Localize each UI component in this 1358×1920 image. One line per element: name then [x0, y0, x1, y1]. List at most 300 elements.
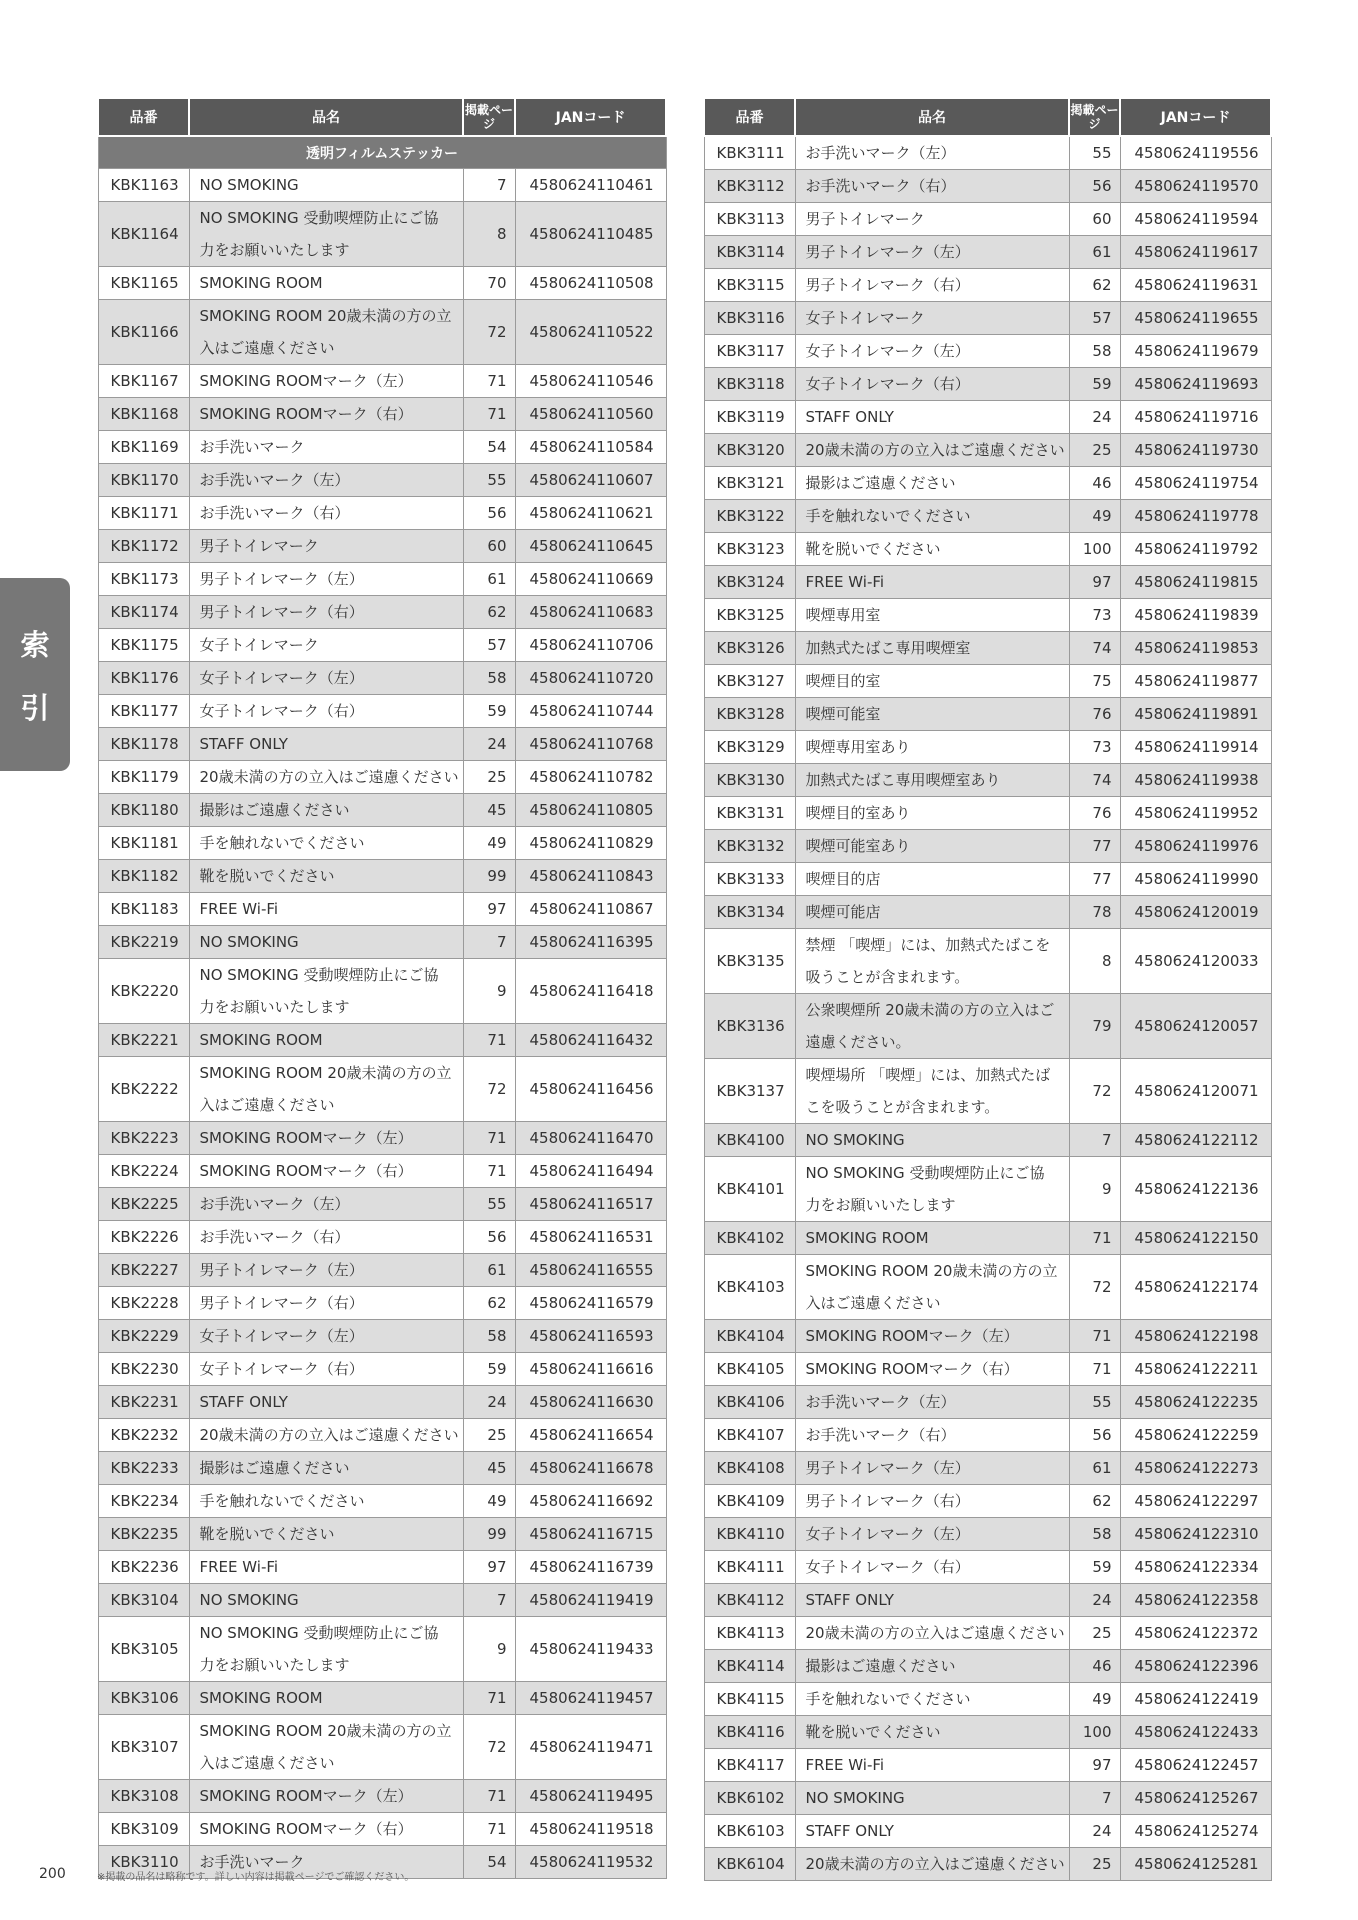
jan-code: 4580624119914: [1120, 731, 1271, 764]
product-code: KBK4107: [704, 1419, 795, 1452]
product-code: KBK3114: [704, 236, 795, 269]
product-code: KBK3129: [704, 731, 795, 764]
catalog-page: 56: [463, 1221, 515, 1254]
jan-code: 4580624110508: [515, 267, 666, 300]
catalog-page: 9: [463, 959, 515, 1024]
jan-code: 4580624110645: [515, 530, 666, 563]
product-name: お手洗いマーク（右）: [189, 497, 463, 530]
product-name: STAFF ONLY: [189, 1386, 463, 1419]
catalog-page: 75: [1069, 665, 1120, 698]
table-row: [704, 1716, 1271, 1749]
table-row: [98, 893, 666, 926]
table-row: [704, 1782, 1271, 1815]
catalog-page: 9: [1069, 1157, 1120, 1222]
catalog-page: 25: [1069, 1617, 1120, 1650]
product-code: KBK4108: [704, 1452, 795, 1485]
product-code: KBK4104: [704, 1320, 795, 1353]
product-code: KBK1168: [98, 398, 189, 431]
table-row: [704, 500, 1271, 533]
product-code: KBK4102: [704, 1222, 795, 1255]
product-code: KBK2221: [98, 1024, 189, 1057]
product-name: 男子トイレマーク（右）: [795, 269, 1069, 302]
product-code: KBK2222: [98, 1057, 189, 1122]
catalog-page: 59: [463, 695, 515, 728]
table-row: [98, 300, 666, 365]
table-row: [98, 1419, 666, 1452]
table-row: [98, 398, 666, 431]
product-code: KBK6102: [704, 1782, 795, 1815]
table-row: [98, 695, 666, 728]
table-row: [98, 860, 666, 893]
table-row: [98, 1386, 666, 1419]
product-code: KBK1165: [98, 267, 189, 300]
product-name: FREE Wi-Fi: [795, 1749, 1069, 1782]
table-row: [704, 1749, 1271, 1782]
jan-code: 4580624116470: [515, 1122, 666, 1155]
catalog-page: 49: [1069, 1683, 1120, 1716]
product-name: 女子トイレマーク（左）: [189, 662, 463, 695]
product-code: KBK1183: [98, 893, 189, 926]
catalog-page: 71: [463, 365, 515, 398]
catalog-page: 71: [1069, 1222, 1120, 1255]
table-row: [704, 170, 1271, 203]
jan-code: 4580624122358: [1120, 1584, 1271, 1617]
jan-code: 4580624110720: [515, 662, 666, 695]
jan-code: 4580624122419: [1120, 1683, 1271, 1716]
table-row: [704, 269, 1271, 302]
catalog-page: 7: [463, 169, 515, 202]
jan-code: 4580624110805: [515, 794, 666, 827]
table-row: [98, 1254, 666, 1287]
header-page: 掲載ページ: [463, 98, 515, 136]
product-code: KBK3111: [704, 136, 795, 170]
jan-code: 4580624119754: [1120, 467, 1271, 500]
product-name: 撮影はご遠慮ください: [189, 794, 463, 827]
product-code: KBK2220: [98, 959, 189, 1024]
catalog-page: 74: [1069, 632, 1120, 665]
jan-code: 4580624110522: [515, 300, 666, 365]
table-row: [98, 365, 666, 398]
product-name: 女子トイレマーク: [795, 302, 1069, 335]
product-code: KBK3104: [98, 1584, 189, 1617]
table-row: [704, 1485, 1271, 1518]
table-row: [704, 1815, 1271, 1848]
jan-code: 4580624116630: [515, 1386, 666, 1419]
catalog-page: 59: [463, 1353, 515, 1386]
table-row: [704, 1584, 1271, 1617]
jan-code: 4580624122259: [1120, 1419, 1271, 1452]
page-number: 200: [39, 1866, 66, 1882]
header-jan: JANコード: [1120, 98, 1271, 136]
product-code: KBK2225: [98, 1188, 189, 1221]
catalog-page: 71: [463, 398, 515, 431]
product-code: KBK3119: [704, 401, 795, 434]
product-name: SMOKING ROOM: [795, 1222, 1069, 1255]
catalog-page: 77: [1069, 863, 1120, 896]
product-name: SMOKING ROOMマーク（右）: [189, 1813, 463, 1846]
table-row: [98, 1122, 666, 1155]
product-code: KBK3105: [98, 1617, 189, 1682]
product-name: お手洗いマーク: [189, 1846, 463, 1879]
product-code: KBK2232: [98, 1419, 189, 1452]
catalog-page: 58: [1069, 335, 1120, 368]
catalog-page: 71: [463, 1024, 515, 1057]
catalog-page: 72: [463, 300, 515, 365]
product-name: お手洗いマーク: [189, 431, 463, 464]
jan-code: 4580624110461: [515, 169, 666, 202]
table-row: [704, 797, 1271, 830]
catalog-page: 24: [1069, 1584, 1120, 1617]
jan-code: 4580624116432: [515, 1024, 666, 1057]
table-body-left: [98, 136, 666, 1879]
product-code: KBK4103: [704, 1255, 795, 1320]
product-code: KBK3110: [98, 1846, 189, 1879]
product-name: NO SMOKING 受動喫煙防止にご協力をお願いいたします: [189, 202, 463, 267]
product-code: KBK2233: [98, 1452, 189, 1485]
catalog-page: 24: [463, 728, 515, 761]
table-row: [704, 1518, 1271, 1551]
catalog-page: 24: [463, 1386, 515, 1419]
catalog-page: 62: [1069, 269, 1120, 302]
product-name: 男子トイレマーク（左）: [795, 1452, 1069, 1485]
table-row: [98, 959, 666, 1024]
table-row: [98, 1682, 666, 1715]
table-row: [704, 929, 1271, 994]
catalog-page: 8: [1069, 929, 1120, 994]
product-code: KBK1179: [98, 761, 189, 794]
product-name: 女子トイレマーク: [189, 629, 463, 662]
product-name: SMOKING ROOM 20歳未満の方の立入はご遠慮ください: [189, 1057, 463, 1122]
product-name: SMOKING ROOM: [189, 1024, 463, 1057]
product-name: 靴を脱いでください: [189, 1518, 463, 1551]
product-code: KBK3115: [704, 269, 795, 302]
catalog-page: 46: [1069, 467, 1120, 500]
product-code: KBK2230: [98, 1353, 189, 1386]
product-code: KBK2229: [98, 1320, 189, 1353]
product-code: KBK3107: [98, 1715, 189, 1780]
product-name: SMOKING ROOM: [189, 1682, 463, 1715]
product-code: KBK2236: [98, 1551, 189, 1584]
catalog-page: 62: [1069, 1485, 1120, 1518]
header-name: 品名: [795, 98, 1069, 136]
catalog-page: 76: [1069, 797, 1120, 830]
catalog-page: 73: [1069, 731, 1120, 764]
table-header-row: [704, 98, 1271, 136]
catalog-page: 24: [1069, 401, 1120, 434]
table-row: [704, 1222, 1271, 1255]
catalog-page: 71: [1069, 1320, 1120, 1353]
catalog-page: 97: [1069, 1749, 1120, 1782]
product-name: 20歳未満の方の立入はご遠慮ください: [189, 1419, 463, 1452]
catalog-page: 25: [1069, 434, 1120, 467]
product-code: KBK3123: [704, 533, 795, 566]
product-name: 靴を脱いでください: [189, 860, 463, 893]
product-name: 女子トイレマーク（左）: [795, 1518, 1069, 1551]
jan-code: 4580624120057: [1120, 994, 1271, 1059]
product-name: NO SMOKING: [795, 1782, 1069, 1815]
product-name: お手洗いマーク（右）: [795, 1419, 1069, 1452]
product-name: 20歳未満の方の立入はご遠慮ください: [795, 1848, 1069, 1881]
jan-code: 4580624119778: [1120, 500, 1271, 533]
table-row: [98, 1617, 666, 1682]
product-name: 20歳未満の方の立入はご遠慮ください: [189, 761, 463, 794]
table-row: [98, 1287, 666, 1320]
product-name: 女子トイレマーク（右）: [795, 1551, 1069, 1584]
catalog-page: 7: [463, 1584, 515, 1617]
product-name: 喫煙目的店: [795, 863, 1069, 896]
product-code: KBK1181: [98, 827, 189, 860]
product-code: KBK6103: [704, 1815, 795, 1848]
product-code: KBK1172: [98, 530, 189, 563]
product-code: KBK1175: [98, 629, 189, 662]
table-row: [704, 533, 1271, 566]
jan-code: 4580624119570: [1120, 170, 1271, 203]
product-name: 撮影はご遠慮ください: [795, 467, 1069, 500]
product-name: SMOKING ROOM 20歳未満の方の立入はご遠慮ください: [189, 1715, 463, 1780]
catalog-page: 71: [1069, 1353, 1120, 1386]
jan-code: 4580624122433: [1120, 1716, 1271, 1749]
table-row: [98, 662, 666, 695]
table-row: [98, 202, 666, 267]
table-row: [98, 563, 666, 596]
product-name: 撮影はご遠慮ください: [795, 1650, 1069, 1683]
jan-code: 4580624122310: [1120, 1518, 1271, 1551]
catalog-page: 55: [1069, 1386, 1120, 1419]
catalog-page: 71: [463, 1155, 515, 1188]
table-row: [704, 1059, 1271, 1124]
product-name: 喫煙可能店: [795, 896, 1069, 929]
jan-code: 4580624122297: [1120, 1485, 1271, 1518]
jan-code: 4580624119532: [515, 1846, 666, 1879]
product-name: 加熱式たばこ専用喫煙室: [795, 632, 1069, 665]
jan-code: 4580624116456: [515, 1057, 666, 1122]
product-name: STAFF ONLY: [795, 401, 1069, 434]
table-row: [704, 994, 1271, 1059]
table-row: [704, 434, 1271, 467]
jan-code: 4580624110843: [515, 860, 666, 893]
jan-code: 4580624119457: [515, 1682, 666, 1715]
product-name: 20歳未満の方の立入はご遠慮ください: [795, 1617, 1069, 1650]
table-body-right: [704, 136, 1271, 1881]
product-name: 加熱式たばこ専用喫煙室あり: [795, 764, 1069, 797]
table-row: [704, 1848, 1271, 1881]
header-jan: JANコード: [515, 98, 666, 136]
catalog-page: 71: [463, 1813, 515, 1846]
jan-code: 4580624122198: [1120, 1320, 1271, 1353]
jan-code: 4580624110744: [515, 695, 666, 728]
product-name: NO SMOKING: [189, 1584, 463, 1617]
table-row: [704, 599, 1271, 632]
jan-code: 4580624110683: [515, 596, 666, 629]
table-row: [98, 1155, 666, 1188]
product-name: 公衆喫煙所 20歳未満の方の立入はご遠慮ください。: [795, 994, 1069, 1059]
product-name: SMOKING ROOM: [189, 267, 463, 300]
jan-code: 4580624116616: [515, 1353, 666, 1386]
catalog-page: 71: [463, 1780, 515, 1813]
catalog-page: 77: [1069, 830, 1120, 863]
table-row: [704, 467, 1271, 500]
catalog-page: 71: [463, 1122, 515, 1155]
table-row: [704, 136, 1271, 170]
product-name: STAFF ONLY: [795, 1815, 1069, 1848]
jan-code: 4580624119556: [1120, 136, 1271, 170]
jan-code: 4580624116395: [515, 926, 666, 959]
table-row: [98, 794, 666, 827]
product-code: KBK2226: [98, 1221, 189, 1254]
table-row: [98, 1221, 666, 1254]
product-name: SMOKING ROOMマーク（右）: [189, 398, 463, 431]
catalog-page: 61: [1069, 1452, 1120, 1485]
product-code: KBK2219: [98, 926, 189, 959]
product-name: 手を触れないでください: [189, 1485, 463, 1518]
product-name: SMOKING ROOMマーク（左）: [189, 1122, 463, 1155]
table-row: [704, 1124, 1271, 1157]
jan-code: 4580624110706: [515, 629, 666, 662]
jan-code: 4580624116531: [515, 1221, 666, 1254]
table-row: [98, 596, 666, 629]
jan-code: 4580624122150: [1120, 1222, 1271, 1255]
table-row: [704, 1353, 1271, 1386]
table-row: [704, 632, 1271, 665]
product-code: KBK4116: [704, 1716, 795, 1749]
index-side-tab: [0, 578, 70, 771]
catalog-page: 7: [1069, 1782, 1120, 1815]
product-code: KBK4115: [704, 1683, 795, 1716]
product-name: NO SMOKING: [189, 169, 463, 202]
product-name: 手を触れないでください: [795, 500, 1069, 533]
product-name: FREE Wi-Fi: [189, 893, 463, 926]
table-row: [704, 1650, 1271, 1683]
catalog-page: 55: [463, 464, 515, 497]
product-name: FREE Wi-Fi: [795, 566, 1069, 599]
table-row: [704, 1386, 1271, 1419]
catalog-page: 8: [463, 202, 515, 267]
jan-code: 4580624119730: [1120, 434, 1271, 467]
product-name: お手洗いマーク（左）: [795, 136, 1069, 170]
table-row: [704, 731, 1271, 764]
jan-code: 4580624122211: [1120, 1353, 1271, 1386]
table-row: [704, 1452, 1271, 1485]
jan-code: 4580624116715: [515, 1518, 666, 1551]
catalog-page: 25: [463, 1419, 515, 1452]
table-row: [98, 1320, 666, 1353]
jan-code: 4580624119792: [1120, 533, 1271, 566]
product-name: お手洗いマーク（右）: [189, 1221, 463, 1254]
product-name: NO SMOKING 受動喫煙防止にご協力をお願いいたします: [189, 1617, 463, 1682]
jan-code: 4580624119938: [1120, 764, 1271, 797]
jan-code: 4580624122396: [1120, 1650, 1271, 1683]
product-name: 女子トイレマーク（左）: [189, 1320, 463, 1353]
jan-code: 4580624119679: [1120, 335, 1271, 368]
catalog-page: 97: [463, 893, 515, 926]
jan-code: 4580624119655: [1120, 302, 1271, 335]
catalog-page: 7: [1069, 1124, 1120, 1157]
product-code: KBK3130: [704, 764, 795, 797]
product-name: SMOKING ROOMマーク（右）: [795, 1353, 1069, 1386]
jan-code: 4580624116579: [515, 1287, 666, 1320]
table-row: [704, 302, 1271, 335]
table-row: [98, 1485, 666, 1518]
product-name: FREE Wi-Fi: [189, 1551, 463, 1584]
table-row: [98, 629, 666, 662]
product-code: KBK3137: [704, 1059, 795, 1124]
jan-code: 4580624122273: [1120, 1452, 1271, 1485]
jan-code: 4580624116517: [515, 1188, 666, 1221]
product-name: 男子トイレマーク（左）: [189, 563, 463, 596]
catalog-page: 100: [1069, 1716, 1120, 1749]
product-name: 喫煙目的室: [795, 665, 1069, 698]
catalog-page: 24: [1069, 1815, 1120, 1848]
table-row: [98, 1024, 666, 1057]
product-name: 喫煙専用室: [795, 599, 1069, 632]
product-code: KBK1178: [98, 728, 189, 761]
product-code: KBK3120: [704, 434, 795, 467]
catalog-page: 72: [1069, 1255, 1120, 1320]
product-name: 男子トイレマーク: [795, 203, 1069, 236]
product-name: STAFF ONLY: [795, 1584, 1069, 1617]
jan-code: 4580624119990: [1120, 863, 1271, 896]
catalog-page: 62: [463, 596, 515, 629]
product-code: KBK1173: [98, 563, 189, 596]
product-code: KBK4111: [704, 1551, 795, 1584]
catalog-page: 59: [1069, 1551, 1120, 1584]
product-code: KBK1171: [98, 497, 189, 530]
jan-code: 4580624110829: [515, 827, 666, 860]
product-code: KBK3116: [704, 302, 795, 335]
product-name: 男子トイレマーク（右）: [189, 1287, 463, 1320]
product-code: KBK3132: [704, 830, 795, 863]
catalog-page: 56: [1069, 170, 1120, 203]
product-code: KBK3122: [704, 500, 795, 533]
jan-code: 4580624122174: [1120, 1255, 1271, 1320]
header-code: 品番: [704, 98, 795, 136]
header-name: 品名: [189, 98, 463, 136]
table-row: [704, 1683, 1271, 1716]
product-code: KBK3121: [704, 467, 795, 500]
jan-code: 4580624122457: [1120, 1749, 1271, 1782]
product-code: KBK1166: [98, 300, 189, 365]
index-tab-char-2: 引: [20, 690, 50, 725]
product-name: 男子トイレマーク: [189, 530, 463, 563]
product-name: NO SMOKING: [795, 1124, 1069, 1157]
catalog-page: 79: [1069, 994, 1120, 1059]
catalog-page: 97: [463, 1551, 515, 1584]
table-row: [704, 566, 1271, 599]
catalog-page: 72: [463, 1715, 515, 1780]
jan-code: 4580624116692: [515, 1485, 666, 1518]
product-name: お手洗いマーク（右）: [795, 170, 1069, 203]
product-name: NO SMOKING: [189, 926, 463, 959]
jan-code: 4580624116654: [515, 1419, 666, 1452]
catalog-page: 76: [1069, 698, 1120, 731]
product-code: KBK2235: [98, 1518, 189, 1551]
table-row: [98, 1452, 666, 1485]
product-name: NO SMOKING 受動喫煙防止にご協力をお願いいたします: [189, 959, 463, 1024]
jan-code: 4580624119518: [515, 1813, 666, 1846]
table-row: [98, 1584, 666, 1617]
product-code: KBK4114: [704, 1650, 795, 1683]
header-page: 掲載ページ: [1069, 98, 1120, 136]
catalog-page: 100: [1069, 533, 1120, 566]
catalog-page: 55: [463, 1188, 515, 1221]
product-code: KBK3117: [704, 335, 795, 368]
product-code: KBK2231: [98, 1386, 189, 1419]
table-row: [704, 1157, 1271, 1222]
jan-code: 4580624119495: [515, 1780, 666, 1813]
jan-code: 4580624120071: [1120, 1059, 1271, 1124]
product-code: KBK1177: [98, 695, 189, 728]
table-row: [98, 926, 666, 959]
